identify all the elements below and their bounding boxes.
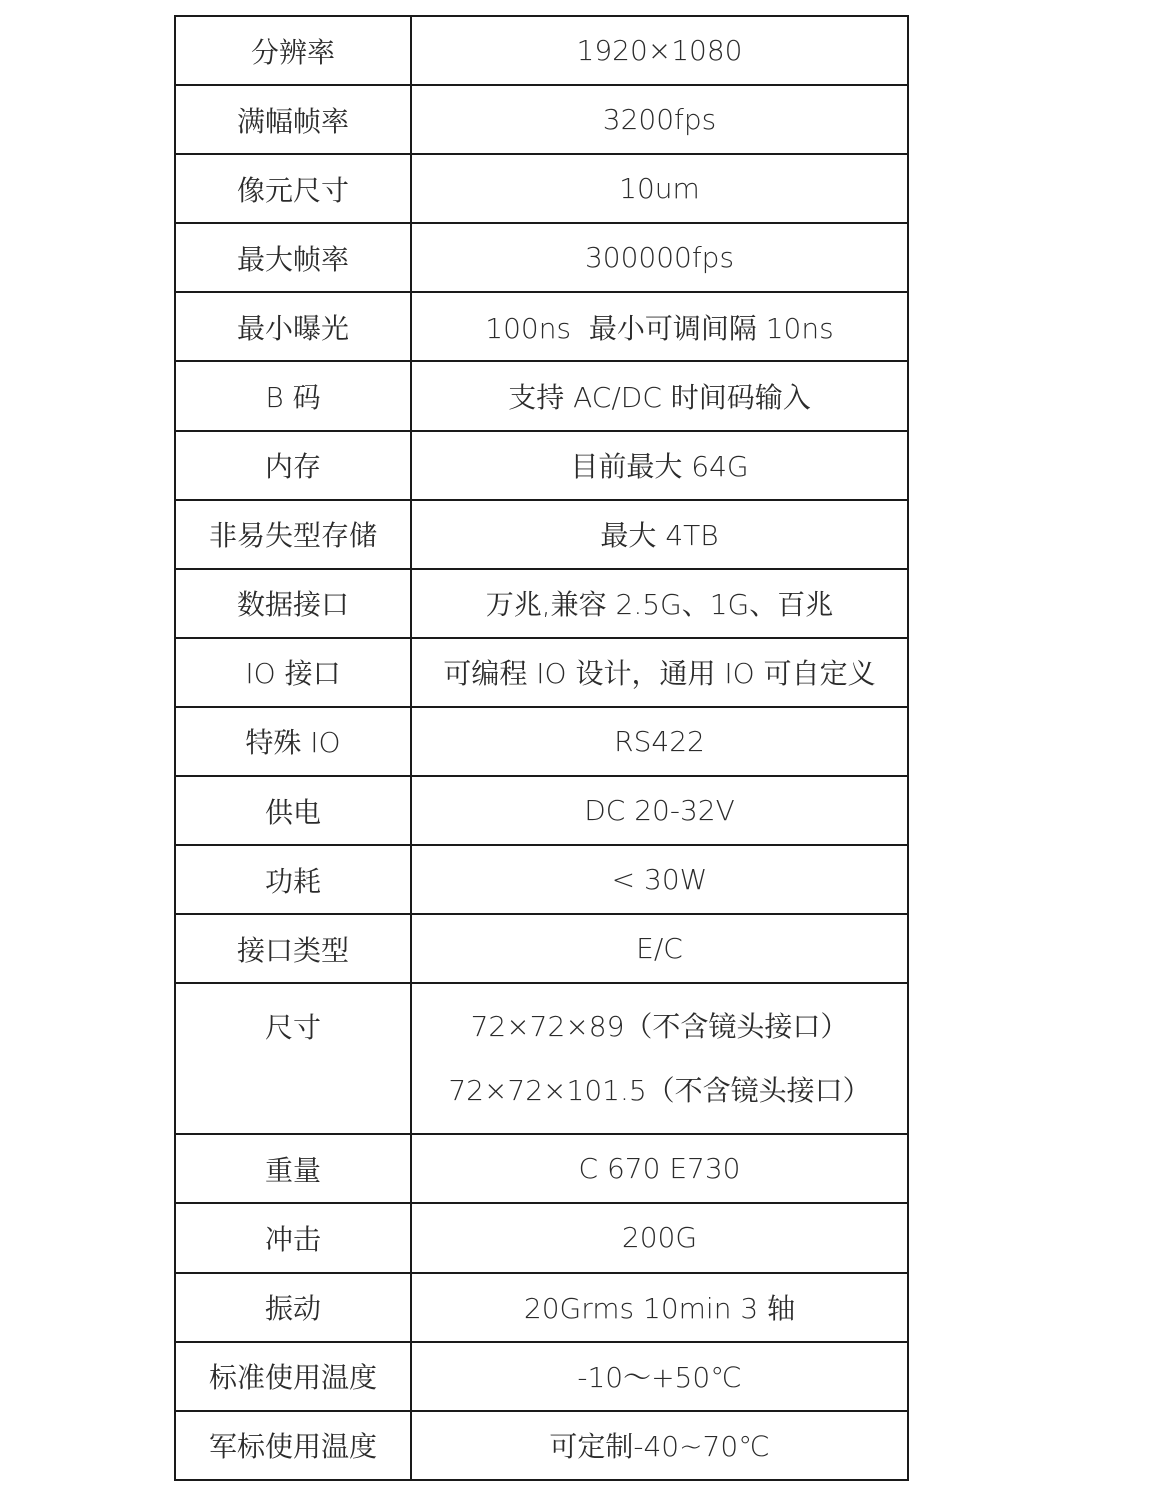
spec-table — [174, 15, 909, 1481]
row-label: 最大帧率 — [175, 223, 411, 292]
row-label: 分辨率 — [175, 16, 411, 85]
table-row — [175, 1273, 908, 1342]
row-value: E/C — [411, 914, 908, 983]
table-row — [175, 638, 908, 707]
row-label: 数据接口 — [175, 569, 411, 638]
row-value: 支持 AC/DC 时间码输入 — [411, 361, 908, 430]
table-row — [175, 223, 908, 292]
table-row — [175, 569, 908, 638]
row-value: 可定制-40~70℃ — [411, 1411, 908, 1480]
row-label: 标准使用温度 — [175, 1342, 411, 1411]
row-label: 内存 — [175, 431, 411, 500]
row-label: 振动 — [175, 1273, 411, 1342]
table-row — [175, 431, 908, 500]
row-value: C 670 E730 — [411, 1134, 908, 1203]
table-row — [175, 1342, 908, 1411]
row-label: IO 接口 — [175, 638, 411, 707]
row-label: 满幅帧率 — [175, 85, 411, 154]
table-row — [175, 776, 908, 845]
row-value: 20Grms 10min 3 轴 — [411, 1273, 908, 1342]
table-row — [175, 707, 908, 776]
row-label: 像元尺寸 — [175, 154, 411, 223]
table-row — [175, 361, 908, 430]
row-value: RS422 — [411, 707, 908, 776]
table-row — [175, 154, 908, 223]
table-row — [175, 1134, 908, 1203]
row-value: 最大 4TB — [411, 500, 908, 569]
row-label: B 码 — [175, 361, 411, 430]
table-row — [175, 914, 908, 983]
table-row — [175, 85, 908, 154]
row-value: 目前最大 64G — [411, 431, 908, 500]
row-value: 3200fps — [411, 85, 908, 154]
table-row — [175, 500, 908, 569]
row-value-line: 72×72×89（不含镜头接口） — [470, 1009, 849, 1043]
table-row — [175, 983, 908, 1134]
row-value-line: 72×72×101.5（不含镜头接口） — [448, 1073, 871, 1107]
row-label: 非易失型存储 — [175, 500, 411, 569]
row-value: 可编程 IO 设计，通用 IO 可自定义 — [411, 638, 908, 707]
row-label: 功耗 — [175, 845, 411, 914]
row-value: DC 20-32V — [411, 776, 908, 845]
table-row — [175, 292, 908, 361]
row-label: 冲击 — [175, 1203, 411, 1272]
row-value: -10～+50℃ — [411, 1342, 908, 1411]
row-label: 尺寸 — [175, 983, 411, 1134]
row-value — [411, 983, 908, 1134]
row-label: 供电 — [175, 776, 411, 845]
row-label: 特殊 IO — [175, 707, 411, 776]
row-value: < 30W — [411, 845, 908, 914]
row-value: 100ns 最小可调间隔 10ns — [411, 292, 908, 361]
table-row — [175, 16, 908, 85]
row-value: 300000fps — [411, 223, 908, 292]
row-value: 10um — [411, 154, 908, 223]
row-label: 最小曝光 — [175, 292, 411, 361]
row-label: 军标使用温度 — [175, 1411, 411, 1480]
row-value: 万兆,兼容 2.5G、1G、百兆 — [411, 569, 908, 638]
table-row — [175, 845, 908, 914]
table-row — [175, 1411, 908, 1480]
row-label: 接口类型 — [175, 914, 411, 983]
table-row — [175, 1203, 908, 1272]
row-value: 200G — [411, 1203, 908, 1272]
row-value: 1920×1080 — [411, 16, 908, 85]
row-label: 重量 — [175, 1134, 411, 1203]
